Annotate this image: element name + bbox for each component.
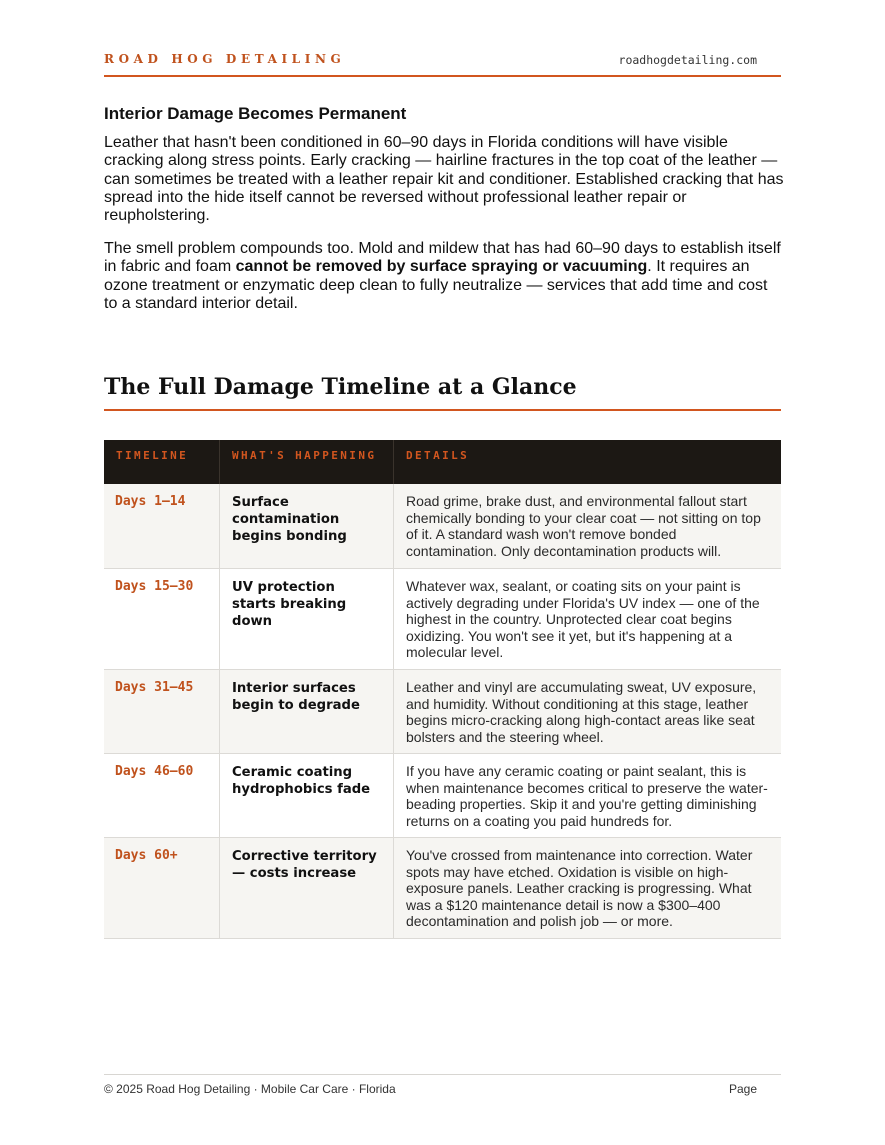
row-timeline: Days 31–45	[104, 670, 220, 753]
section-heading: Interior Damage Becomes Permanent	[104, 104, 407, 123]
paragraph-smell-emphasis: cannot be removed by surface spraying or vacuuming	[235, 258, 648, 276]
table-row	[104, 754, 781, 838]
row-details: You've crossed from maintenance into correction. Water spots may have etched. Oxidation is visible on high-exposure panels. Leather cracking is progressing. What was a $120 maintenance detail is now a $300–400 decontamination and polish job — or more.	[406, 847, 753, 930]
row-timeline: Days 46–60	[104, 754, 220, 837]
table-row	[104, 838, 781, 939]
site-url: roadhogdetailing.com	[618, 53, 757, 67]
table-row	[104, 484, 781, 569]
row-timeline: Days 60+	[104, 838, 220, 938]
footer-page-label: Page	[728, 1082, 757, 1096]
table-header	[104, 440, 781, 484]
row-details: Whatever wax, sealant, or coating sits on your paint is actively degrading under Florida's UV index — one of the highest in the country. Unprotected clear coat begins oxidizing. You won't see it yet, but it's happening at a molecular level.	[406, 578, 760, 661]
row-whats-happening: Surface contamination begins bonding	[220, 484, 394, 568]
row-whats-happening: Interior surfaces begin to degrade	[220, 670, 394, 753]
paragraph-leather: Leather that hasn't been conditioned in 60–90 days in Florida conditions will have visible cracking along stress points. Early cracking — hairline fractures in the top coat of the leather — can sometimes be treated with a leather repair kit and conditioner. Established cracking that has spread into the hide itself cannot be reversed without professional leather repair or reupholstering.	[104, 134, 784, 225]
page-header	[104, 52, 781, 77]
paragraph-smell	[104, 240, 784, 313]
row-details: Leather and vinyl are accumulating sweat, UV exposure, and humidity. Without conditioning at this stage, leather begins micro-cracking along high-contact areas like seat bolsters and the steering wheel.	[406, 679, 757, 745]
column-header-timeline: TIMELINE	[104, 440, 220, 484]
paragraph-smell-end: . It requires an ozone treatment or enzymatic deep clean to fully neutralize — services that add time and cost to a standard interior detail.	[104, 258, 768, 312]
damage-timeline-table	[104, 440, 781, 939]
row-timeline: Days 15–30	[104, 569, 220, 669]
row-details: If you have any ceramic coating or paint sealant, this is when maintenance becomes critical to preserve the water-beading properties. Skip it and you're getting diminishing returns on a coating you paid hundreds for.	[406, 763, 768, 829]
table-row	[104, 670, 781, 754]
row-whats-happening: UV protection starts breaking down	[220, 569, 394, 669]
page-footer	[104, 1074, 781, 1104]
paragraph-smell-start: The smell problem compounds too. Mold and mildew that has had 60–90 days to establish itself in fabric and foam	[104, 240, 781, 276]
row-timeline: Days 1–14	[104, 484, 220, 568]
column-header-details: DETAILS	[406, 449, 470, 462]
brand-name: ROAD HOG DETAILING	[104, 52, 346, 66]
row-whats-happening: Corrective territory — costs increase	[220, 838, 394, 938]
table-row	[104, 569, 781, 670]
row-details: Road grime, brake dust, and environmental fallout start chemically bonding to your clear coat — not sitting on top of it. A standard wash won't remove bonded contamination. Only decontamination products will.	[406, 493, 761, 559]
row-whats-happening: Ceramic coating hydrophobics fade	[220, 754, 394, 837]
column-header-whats-happening: WHAT'S HAPPENING	[220, 440, 394, 484]
timeline-heading: The Full Damage Timeline at a Glance	[104, 374, 781, 411]
footer-copyright: © 2025 Road Hog Detailing · Mobile Car Care · Florida	[104, 1082, 396, 1096]
document-page	[104, 0, 784, 1145]
